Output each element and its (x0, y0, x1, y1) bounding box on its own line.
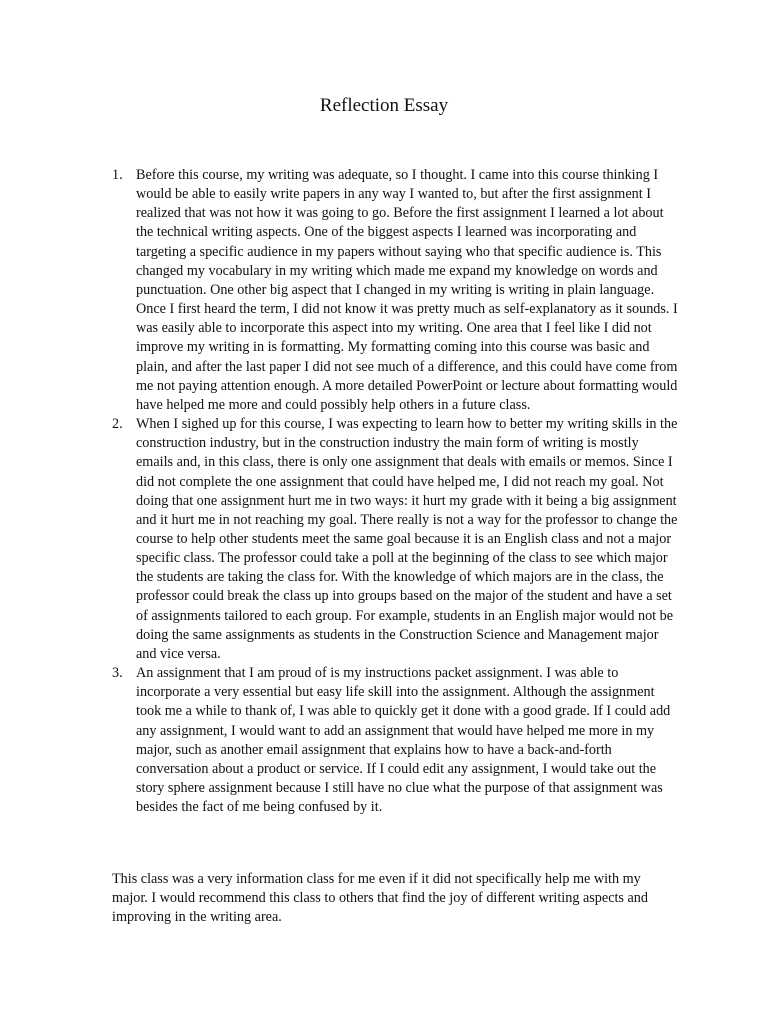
list-item-number: 2. (112, 416, 123, 433)
list-item-text: An assignment that I am proud of is my instructions packet assignment. I was able to incorporate a very essential but easy life skill into the assignment. Although the assignment took me a while to thank of, I was able to quickly get it done with a good grade. If I could add any assignment, I would want to add an assignment that would have helped me more in my major, such as another email assignment that explains how to have a back-and-forth conversation about a product or service. If I could edit any assignment, I would take out the story sphere assignment because I still have no clue what the purpose of that assignment was besides the fact of me being confused by it. (136, 665, 671, 816)
list-item-text: Before this course, my writing was adequate, so I thought. I came into this course thinking I would be able to easily write papers in any way I wanted to, but after the first assignment I realized that was not how it was going to go. Before the first assignment I learned a lot about the technical writing aspects. One of the biggest aspects I learned was incorporating and targeting a specific audience in my papers without saying who that specific audience is. This changed my vocabulary in my writing which made me expand my knowledge on words and punctuation. One other big aspect that I changed in my writing is writing in plain language. Once I first heard the term, I did not know it was pretty much as self-explanatory as it sounds. I was easily able to incorporate this aspect into my writing. One area that I feel like I did not improve my writing in is formatting. My formatting coming into this course was basic and plain, and after the last paper I did not see much of a difference, and this could have come from me not paying attention enough. A more detailed PowerPoint or lecture about formatting would have helped me more and could possibly help others in a future class. (136, 167, 678, 413)
list-item-number: 3. (112, 665, 123, 682)
list-item-number: 1. (112, 167, 123, 183)
list-item (112, 415, 678, 664)
reflection-list (112, 166, 678, 817)
list-item (112, 664, 678, 817)
document-title: Reflection Essay (319, 95, 449, 116)
list-item-text: When I sighed up for this course, I was expecting to learn how to better my writing skills in the construction industry, but in the construction industry the main form of writing is mostly emails and, in this class, there is only one assignment that deals with emails or memos. Since I did not complete the one assignment that could have helped me, I did not reach my goal. Not doing that one assignment hurt me in two ways: it hurt my grade with it being a big assignment and it hurt me in not reaching my goal. There really is not a way for the professor to change the course to help other students meet the same goal because it is an English class and not a major specific class. The professor could take a poll at the beginning of the class to see which major the students are taking the class for. With the knowledge of which majors are in the class, the professor could break the class up into groups based on the major of the student and have a set of assignments tailored to each group. For example, students in an English major would not be doing the same assignments as students in the Construction Science and Management major and vice versa. (136, 416, 678, 662)
list-item (112, 166, 678, 415)
closing-paragraph: This class was a very information class for me even if it did not specifically help me with my major. I would recommend this class to others that find the joy of different writing aspects and improving in the writing area. (112, 871, 648, 926)
